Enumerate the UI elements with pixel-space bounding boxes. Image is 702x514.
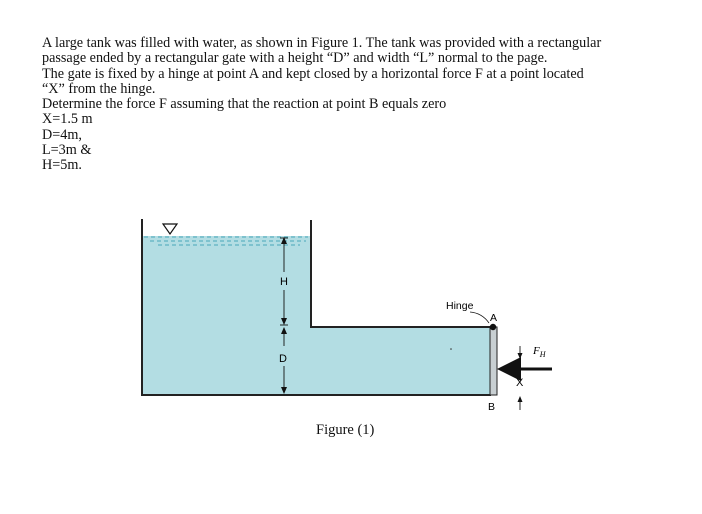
given-h: H=5m. <box>42 157 82 174</box>
hinge-icon <box>490 324 496 330</box>
force-label: $F_H$ <box>533 345 546 359</box>
problem-line: passage ended by a rectangular gate with a height “D” and width “L” normal to the page. <box>42 50 548 67</box>
d-label: D <box>279 353 287 365</box>
gate <box>490 327 497 395</box>
problem-line: The gate is fixed by a hinge at point A and kept closed by a horizontal force F at a point located <box>42 65 584 82</box>
water-dot <box>450 348 452 350</box>
point-b-label: B <box>488 401 496 413</box>
x-label: X <box>516 377 524 389</box>
problem-line: “X” from the hinge. <box>42 80 156 97</box>
problem-line: Determine the force F assuming that the reaction at point B equals zero <box>42 96 447 113</box>
given-l: L=3m & <box>42 142 92 159</box>
hinge-leader <box>470 312 489 323</box>
given-x: X=1.5 m <box>42 111 93 128</box>
figure-caption: Figure (1) <box>316 422 375 438</box>
given-d: D=4m, <box>42 126 82 143</box>
h-label: H <box>280 276 288 288</box>
water-body <box>142 236 490 394</box>
point-a-label: A <box>490 312 498 324</box>
problem-line: A large tank was filled with water, as shown in Figure 1. The tank was provided with a rectangular <box>42 35 602 51</box>
hinge-label: Hinge <box>446 300 474 312</box>
free-surface-icon <box>163 224 177 234</box>
